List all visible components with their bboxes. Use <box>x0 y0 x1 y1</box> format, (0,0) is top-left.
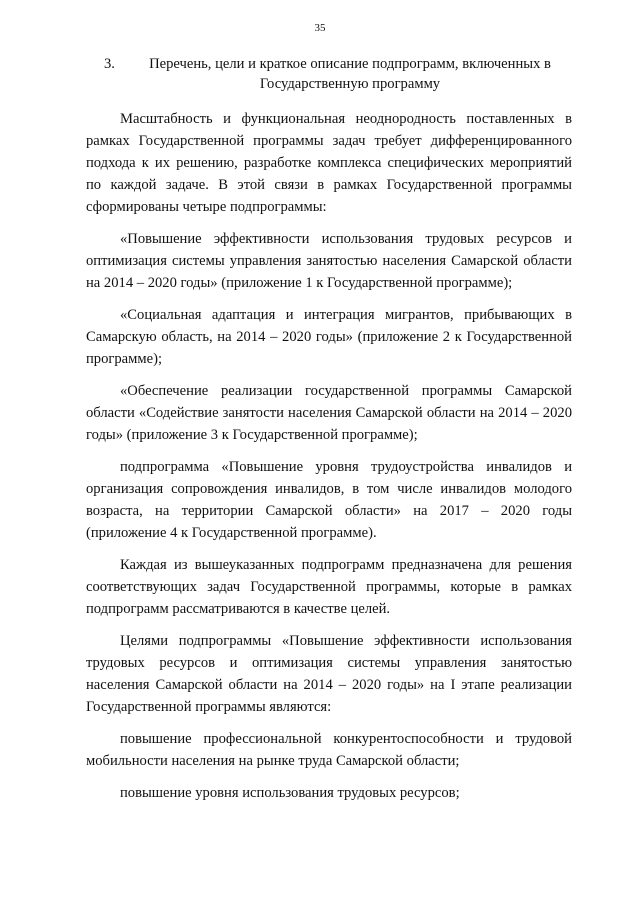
paragraph-goals: Целями подпрограммы «Повышение эффективности использования трудовых ресурсов и оптимизация системы управления занятостью населения Самарской области на 2014 – 2020 годы» на I этапе реализации Государственной программы являются: <box>86 633 572 715</box>
section-heading <box>86 54 574 94</box>
body-text <box>86 108 572 814</box>
section-number: 3. <box>104 56 115 72</box>
paragraph-intro: Масштабность и функциональная неоднородность поставленных в рамках Государственной программы задач требует дифференцированного подхода к их решению, разработке комплекса специфических мероприятий по каждой задаче. В этой связи в рамках Государственной программы сформированы четыре подпрограммы: <box>86 111 572 215</box>
paragraph-subprogram-3: «Обеспечение реализации государственной программы Самарской области «Содействие занятости населения Самарской области на 2014 – 2020 годы» (приложение 3 к Государственной программе); <box>86 383 572 443</box>
section-title: Перечень, цели и краткое описание подпрограмм, включенных в Государственную программу <box>149 56 551 92</box>
paragraph-subprogram-1: «Повышение эффективности использования трудовых ресурсов и оптимизация системы управления занятостью населения Самарской области на 2014 – 2020 годы» (приложение 1 к Государственной программе); <box>86 231 572 291</box>
paragraph-subprogram-4: подпрограмма «Повышение уровня трудоустройства инвалидов и организация сопровождения инвалидов, в том числе инвалидов молодого возраста, на территории Самарской области» на 2017 – 2020 годы (приложение 4 к Государственной программе). <box>86 459 572 541</box>
paragraph-subprogram-2: «Социальная адаптация и интеграция мигрантов, прибывающих в Самарскую область, на 2014 – 2020 годы» (приложение 2 к Государственной программе); <box>86 307 572 367</box>
paragraph-goal-1: повышение профессиональной конкурентоспособности и трудовой мобильности населения на рынке труда Самарской области; <box>86 731 572 769</box>
paragraph-goal-2: повышение уровня использования трудовых ресурсов; <box>120 785 460 801</box>
paragraph-subprogram-purpose: Каждая из вышеуказанных подпрограмм предназначена для решения соответствующих задач Государственной программы, которые в рамках подпрограмм рассматриваются в качестве целей. <box>86 557 572 617</box>
page-number: 35 <box>314 22 326 34</box>
